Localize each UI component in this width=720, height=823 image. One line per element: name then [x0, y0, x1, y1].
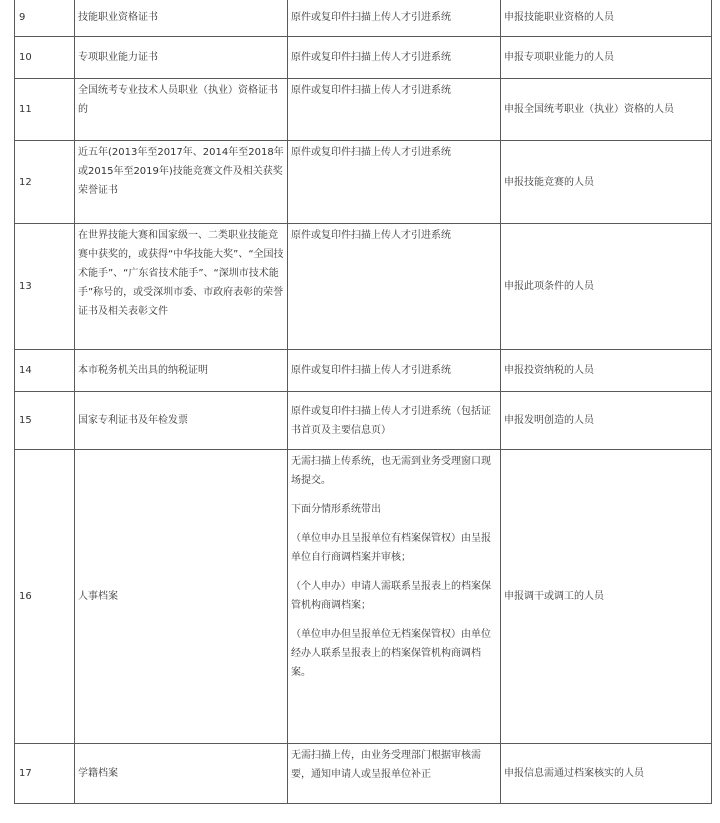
applicable-applicant: 申报发明创造的人员	[501, 392, 712, 450]
method-paragraph: 无需扫描上传系统，也无需到业务受理窗口现场提交。	[291, 456, 491, 486]
applicable-applicant: 申报投资纳税的人员	[501, 350, 712, 392]
applicable-applicant: 申报全国统考职业（执业）资格的人员	[501, 79, 712, 141]
row-number: 16	[15, 450, 75, 744]
submission-method: 原件或复印件扫描上传人才引进系统	[288, 350, 501, 392]
applicable-applicant: 申报技能竞赛的人员	[501, 141, 712, 224]
table-row	[15, 37, 712, 79]
submission-method: 原件或复印件扫描上传人才引进系统	[288, 0, 501, 37]
material-name: 人事档案	[75, 450, 288, 744]
method-paragraph: （单位申办且呈报单位有档案保管权）由呈报单位自行商调档案并审核；	[291, 533, 491, 563]
row-number: 10	[15, 37, 75, 79]
method-paragraph: （单位申办但呈报单位无档案保管权）由单位经办人联系呈报表上的档案保管机构商调档案。	[291, 629, 491, 678]
submission-method: 原件或复印件扫描上传人才引进系统	[288, 37, 501, 79]
submission-method: 无需扫描上传，由业务受理部门根据审核需要，通知申请人或呈报单位补正	[288, 744, 501, 804]
row-number: 17	[15, 744, 75, 804]
row-number: 9	[15, 0, 75, 37]
table-row	[15, 141, 712, 224]
submission-method: 原件或复印件扫描上传人才引进系统	[288, 141, 501, 224]
applicable-applicant: 申报技能职业资格的人员	[501, 0, 712, 37]
table-row	[15, 392, 712, 450]
materials-table	[14, 0, 712, 804]
material-name: 在世界技能大赛和国家级一、二类职业技能竞赛中获奖的，或获得“中华技能大奖”、“全国技术能手”、“广东省技术能手”、“深圳市技术能手”称号的，或受深圳市委、市政府表彰的荣誉证书及相关表彰文件	[75, 224, 288, 350]
method-paragraph: 下面分情形系统带出	[291, 504, 381, 515]
material-name: 本市税务机关出具的纳税证明	[75, 350, 288, 392]
material-name: 全国统考专业技术人员职业（执业）资格证书的	[75, 79, 288, 141]
method-paragraph: （个人申办）申请人需联系呈报表上的档案保管机构商调档案；	[291, 581, 491, 611]
submission-method	[288, 450, 501, 744]
submission-method: 原件或复印件扫描上传人才引进系统	[288, 79, 501, 141]
material-name: 学籍档案	[75, 744, 288, 804]
submission-method: 原件或复印件扫描上传人才引进系统	[288, 224, 501, 350]
applicable-applicant: 申报专项职业能力的人员	[501, 37, 712, 79]
material-name: 技能职业资格证书	[75, 0, 288, 37]
material-name: 近五年(2013年至2017年、2014年至2018年或2015年至2019年)技能竞赛文件及相关获奖荣誉证书	[75, 141, 288, 224]
table-row	[15, 744, 712, 804]
table-row	[15, 350, 712, 392]
material-name: 国家专利证书及年检发票	[75, 392, 288, 450]
row-number: 12	[15, 141, 75, 224]
table-row	[15, 0, 712, 37]
row-number: 11	[15, 79, 75, 141]
table-row	[15, 79, 712, 141]
table-row	[15, 450, 712, 744]
table-row	[15, 224, 712, 350]
applicable-applicant: 申报调干或调工的人员	[501, 450, 712, 744]
material-name: 专项职业能力证书	[75, 37, 288, 79]
submission-method: 原件或复印件扫描上传人才引进系统（包括证书首页及主要信息页）	[288, 392, 501, 450]
row-number: 13	[15, 224, 75, 350]
row-number: 15	[15, 392, 75, 450]
applicable-applicant: 申报信息需通过档案核实的人员	[501, 744, 712, 804]
row-number: 14	[15, 350, 75, 392]
applicable-applicant: 申报此项条件的人员	[501, 224, 712, 350]
